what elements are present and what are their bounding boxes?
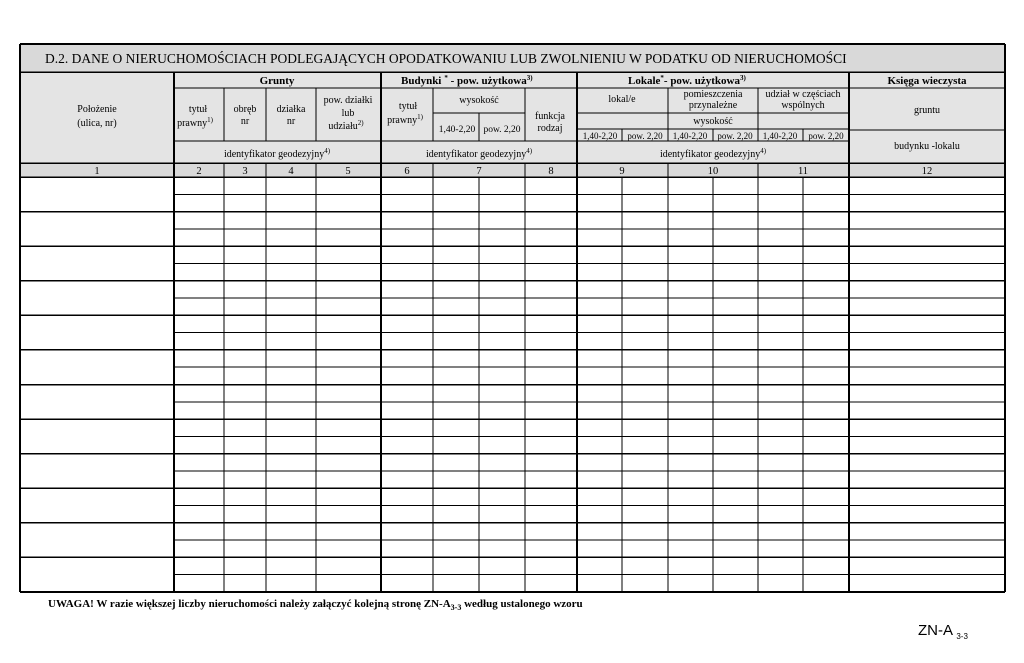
budynki-identyfikator: identyfikator geodezyjny$^{4)}$: [425, 147, 533, 160]
col-pow-dzialki-line3: udziału$^{2)}$: [328, 119, 364, 132]
column-number-11: 11: [797, 166, 809, 177]
col-tytul-grunty-line1: tytuł: [188, 104, 208, 115]
column-number-9: 9: [619, 166, 625, 177]
column-number-2: 2: [196, 166, 202, 177]
col-obreb-line1: obręb: [233, 104, 257, 115]
col-obreb-line2: nr: [240, 116, 250, 127]
col-lokale: lokal/e: [608, 94, 636, 105]
group-budynki: Budynki * - pow. użytkowa$^{3)}$: [401, 74, 533, 87]
col-udzial-line1: udział w częściach: [765, 89, 841, 100]
grunty-identyfikator: identyfikator geodezyjny$^{4)}$: [223, 147, 331, 160]
group-grunty: Grunty: [259, 75, 295, 87]
footer-note: UWAGA! W razie większej liczby nieruchomości należy załączyć kolejną stronę $ZN-A_{3-3}$ według ustalonego wzoru: [48, 598, 583, 613]
column-number-8: 8: [548, 166, 554, 177]
column-number-6: 6: [404, 166, 410, 177]
column-number-5: 5: [345, 166, 351, 177]
col-budynku-lokalu: budynku -lokalu: [894, 141, 960, 152]
column-number-4: 4: [288, 166, 294, 177]
budynki-range-high: pow. 2,20: [483, 125, 521, 135]
column-number-band: [20, 163, 1005, 177]
col-dzialka-line1: działka: [276, 104, 306, 115]
lokale-range-low-3: 1,40-2,20: [762, 131, 798, 141]
group-lokale: Lokale*- pow. użytkowa$^{3)}$: [628, 74, 746, 87]
col-tytul-budynki-line2: prawny$^{1)}$: [387, 113, 423, 126]
column-number-3: 3: [242, 166, 248, 177]
section-title: D.2. DANE O NIERUCHOMOŚCIACH PODLEGAJĄCYCH OPODATKOWANIU LUB ZWOLNIENIU W PODATKU OD NIERUCHOMOŚCI: [45, 51, 847, 66]
col-pomieszczenia-line1: pomieszczenia: [683, 89, 743, 100]
column-number-12: 12: [921, 166, 933, 177]
col-funkcja-line2: rodzaj: [537, 123, 563, 134]
column-number-10: 10: [707, 166, 719, 177]
col-pomieszczenia-line2: przynależne: [688, 100, 738, 111]
lokale-range-high-2: pow. 2,20: [717, 131, 753, 141]
col-pow-dzialki-line1: pow. działki: [323, 95, 373, 106]
lokale-range-high-1: pow. 2,20: [627, 131, 663, 141]
col-polozenie-line1: Położenie: [77, 104, 117, 115]
lokale-range-low-2: 1,40-2,20: [672, 131, 708, 141]
budynki-wysokosc: wysokość: [459, 95, 499, 106]
budynki-range-low: 1,40-2,20: [438, 125, 476, 135]
lokale-range-low-1: 1,40-2,20: [582, 131, 618, 141]
col-tytul-budynki-line1: tytuł: [398, 101, 418, 112]
col-udzial-line2: wspólnych: [781, 100, 825, 111]
col-funkcja-line1: funkcja: [535, 111, 565, 122]
column-number-1: 1: [94, 166, 100, 177]
col-pow-dzialki-line2: lub: [341, 108, 355, 119]
lokale-wysokosc: wysokość: [693, 116, 733, 127]
lokale-range-high-3: pow. 2,20: [808, 131, 844, 141]
group-ksiega: Księga wieczysta: [887, 75, 967, 87]
col-dzialka-line2: nr: [286, 116, 296, 127]
page-code: ZN-A $_{3-3}$: [918, 622, 968, 641]
lokale-identyfikator: identyfikator geodezyjny$^{4)}$: [659, 147, 767, 160]
col-gruntu: gruntu: [913, 105, 941, 116]
column-number-7: 7: [476, 166, 482, 177]
col-tytul-grunty-line2: prawny$^{1)}$: [177, 116, 213, 129]
col-polozenie-line2: (ulica, nr): [77, 118, 117, 129]
